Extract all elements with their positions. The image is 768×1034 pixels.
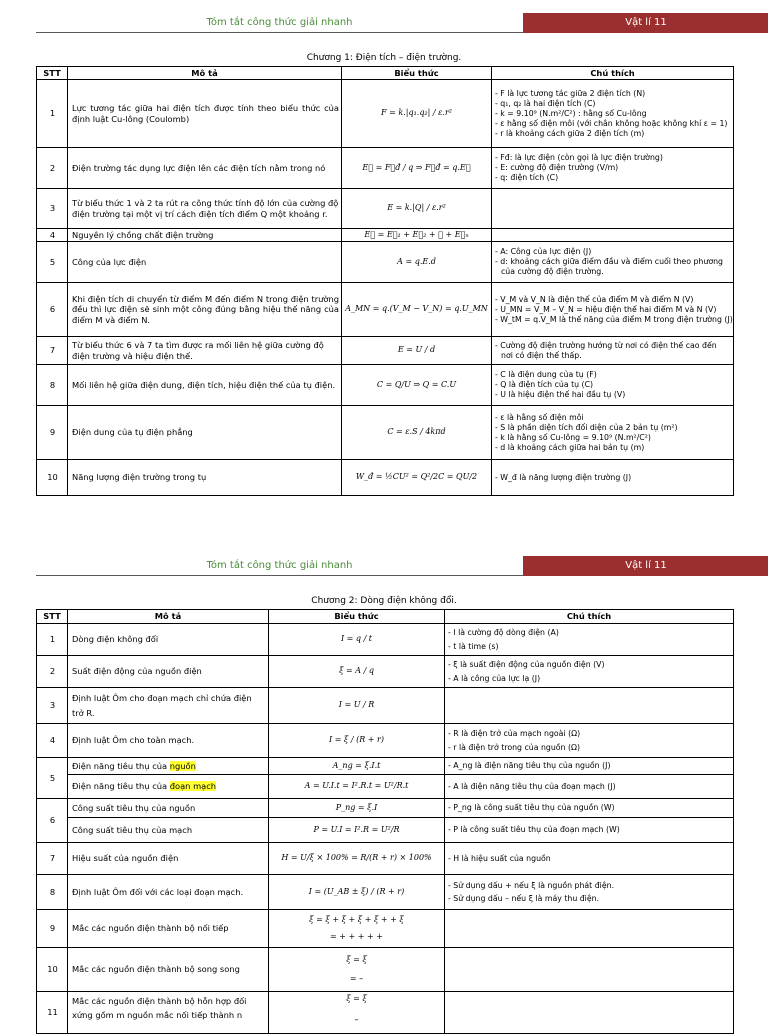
header-title: Tóm tắt công thức giải nhanh bbox=[206, 560, 353, 571]
header-rule bbox=[36, 575, 523, 576]
row-stt: 10 bbox=[37, 948, 68, 992]
table-row bbox=[37, 688, 734, 724]
row-stt: 4 bbox=[37, 229, 68, 242]
row-formula: P = U.I = I².R = U²/R bbox=[269, 818, 445, 843]
table-row bbox=[37, 283, 734, 337]
row-stt: 1 bbox=[37, 624, 68, 656]
row-desc: Công suất tiêu thụ của nguồn bbox=[68, 799, 269, 818]
row-desc: Công suất tiêu thụ của mạch bbox=[68, 818, 269, 843]
table-row bbox=[37, 189, 734, 229]
row-desc: Từ biểu thức 6 và 7 ta tìm được ra mối liên hệ giữa cường độ điện trường và hiệu điện thế. bbox=[68, 337, 342, 365]
row-formula: C = ε.S / 4kπd bbox=[342, 406, 492, 460]
table-row bbox=[37, 460, 734, 496]
row-notes: - P_ng là công suất tiêu thụ của nguồn (W) bbox=[445, 799, 734, 818]
row-formula: E⃗ = F⃗đ / q ⇒ F⃗đ = q.E⃗ bbox=[342, 148, 492, 189]
row-formula: A = q.E.d bbox=[342, 242, 492, 283]
row-notes bbox=[445, 948, 734, 992]
row-desc: Từ biểu thức 1 và 2 ta rút ra công thức tính độ lớn của cường độ điện trường tại một vị trí cách điện tích điểm Q một khoảng r. bbox=[68, 189, 342, 229]
row-stt: 7 bbox=[37, 337, 68, 365]
table-row bbox=[37, 624, 734, 656]
row-formula: C = Q/U ⇒ Q = C.U bbox=[342, 365, 492, 406]
highlight: nguồn bbox=[169, 760, 196, 771]
highlight: đoạn mạch bbox=[169, 781, 217, 792]
row-formula: E⃗ = E⃗₁ + E⃗₂ + ⋯ + E⃗ₙ bbox=[342, 229, 492, 242]
row-desc: Khi điện tích di chuyển từ điểm M đến điểm N trong điện trường đều thì lực điện sẽ sinh một công đúng bằng hiệu thế năng của điểm M và điểm N. bbox=[68, 283, 342, 337]
row-formula: F = k.|q₁.q₂| / ε.r² bbox=[342, 80, 492, 148]
row-desc: Mắc các nguồn điện thành bộ hỗn hợp đối xứng gồm m nguồn mắc nối tiếp thành n bbox=[68, 992, 269, 1034]
row-desc: Năng lượng điện trường trong tụ bbox=[68, 460, 342, 496]
row-stt: 6 bbox=[37, 799, 68, 843]
row-formula: ξ = ξ = – bbox=[269, 948, 445, 992]
row-desc: Định luật Ôm đối với các loại đoạn mạch. bbox=[68, 875, 269, 910]
row-stt: 5 bbox=[37, 242, 68, 283]
row-desc: Điện năng tiêu thụ của đoạn mạch bbox=[68, 775, 269, 799]
row-notes: - Cường độ điện trường hướng từ nơi có điện thế cao đến nơi có điện thế thấp. bbox=[492, 337, 734, 365]
table-row bbox=[37, 337, 734, 365]
table-row bbox=[37, 875, 734, 910]
row-formula: W_đ = ½CU² = Q²/2C = QU/2 bbox=[342, 460, 492, 496]
row-stt: 9 bbox=[37, 910, 68, 948]
row-desc: Hiệu suất của nguồn điện bbox=[68, 843, 269, 875]
table-row bbox=[37, 656, 734, 688]
header-subject-badge: Vật lí 11 bbox=[523, 13, 768, 33]
chapter1-table bbox=[36, 66, 734, 496]
row-notes bbox=[445, 992, 734, 1034]
row-desc: Dòng điện không đổi bbox=[68, 624, 269, 656]
row-notes: - W_đ là năng lượng điện trường (J) bbox=[492, 460, 734, 496]
row-formula: I = (U_AB ± ξ) / (R + r) bbox=[269, 875, 445, 910]
row-formula: E = U / d bbox=[342, 337, 492, 365]
row-notes: - Sử dụng dấu + nếu ξ là nguồn phát điện. - Sử dụng dấu – nếu ξ là máy thu điện. bbox=[445, 875, 734, 910]
header-desc: Mô tả bbox=[68, 67, 342, 80]
row-stt: 3 bbox=[37, 688, 68, 724]
row-desc: Lực tương tác giữa hai điện tích được tính theo biểu thức của định luật Cu-lông (Coulomb) bbox=[68, 80, 342, 148]
row-desc: Nguyên lý chồng chất điện trường bbox=[68, 229, 342, 242]
row-formula: ξ = A / q bbox=[269, 656, 445, 688]
header-subject-badge: Vật lí 11 bbox=[523, 556, 768, 576]
row-stt: 3 bbox=[37, 189, 68, 229]
row-notes: - P là công suất tiêu thụ của đoạn mạch (W) bbox=[445, 818, 734, 843]
row-desc: Điện năng tiêu thụ của nguồn bbox=[68, 758, 269, 775]
header-stt: STT bbox=[37, 610, 68, 624]
row-notes bbox=[445, 688, 734, 724]
table-row bbox=[37, 80, 734, 148]
row-notes: - ξ là suất điện động của nguồn điện (V) - A là công của lực lạ (J) bbox=[445, 656, 734, 688]
row-notes: - F là lực tương tác giữa 2 điện tích (N) - q₁, q₂ là hai điện tích (C) - k = 9.10⁹ (N.m²/C²) : hằng số Cu-lông - ε hằng số điện môi (với chân không hoặc không khí ε = 1) - r là khoảng cách giữa 2 điện tích (m) bbox=[492, 80, 734, 148]
row-desc: Mắc các nguồn điện thành bộ song song bbox=[68, 948, 269, 992]
row-formula: A_MN = q.(V_M − V_N) = q.U_MN bbox=[342, 283, 492, 337]
table-header-row bbox=[37, 67, 734, 80]
row-stt: 5 bbox=[37, 758, 68, 799]
row-desc: Mắc các nguồn điện thành bộ nối tiếp bbox=[68, 910, 269, 948]
chapter2-title: Chương 2: Dòng điện không đổi. bbox=[311, 596, 457, 606]
row-stt: 2 bbox=[37, 148, 68, 189]
row-stt: 2 bbox=[37, 656, 68, 688]
row-notes: - I là cường độ dòng điện (A) - t là time (s) bbox=[445, 624, 734, 656]
header-formula: Biểu thức bbox=[342, 67, 492, 80]
header-rule bbox=[36, 32, 523, 33]
table-row bbox=[37, 992, 734, 1034]
table-row bbox=[37, 948, 734, 992]
row-desc: Điện dung của tụ điện phẳng bbox=[68, 406, 342, 460]
row-formula: ξ = ξ – bbox=[269, 992, 445, 1034]
table-row bbox=[37, 775, 734, 799]
row-stt: 10 bbox=[37, 460, 68, 496]
row-formula: I = U / R bbox=[269, 688, 445, 724]
row-notes: - A là điện năng tiêu thụ của đoạn mạch (J) bbox=[445, 775, 734, 799]
header-notes: Chú thích bbox=[445, 610, 734, 624]
row-notes bbox=[445, 910, 734, 948]
row-formula: P_ng = ξ.I bbox=[269, 799, 445, 818]
table-row bbox=[37, 758, 734, 775]
header-desc: Mô tả bbox=[68, 610, 269, 624]
table-header-row bbox=[37, 610, 734, 624]
row-formula: I = ξ / (R + r) bbox=[269, 724, 445, 758]
row-stt: 4 bbox=[37, 724, 68, 758]
row-desc: Định luật Ôm cho toàn mạch. bbox=[68, 724, 269, 758]
row-notes bbox=[492, 229, 734, 242]
row-desc: Mối liên hệ giữa điện dung, điện tích, hiệu điện thế của tụ điện. bbox=[68, 365, 342, 406]
table-row bbox=[37, 724, 734, 758]
row-stt: 1 bbox=[37, 80, 68, 148]
row-notes: - A: Công của lực điện (J) - d: khoảng cách giữa điểm đầu và điểm cuối theo phương của cường độ điện trường. bbox=[492, 242, 734, 283]
row-desc: Điện trường tác dụng lực điện lên các điện tích nằm trong nó bbox=[68, 148, 342, 189]
row-formula: ξ = ξ + ξ + ξ + ξ + + ξ = + + + + + bbox=[269, 910, 445, 948]
chapter1-title: Chương 1: Điện tích – điện trường. bbox=[306, 53, 462, 63]
row-formula: H = U/ξ × 100% = R/(R + r) × 100% bbox=[269, 843, 445, 875]
header-stt: STT bbox=[37, 67, 68, 80]
table-row bbox=[37, 843, 734, 875]
row-desc: Suất điện động của nguồn điện bbox=[68, 656, 269, 688]
page-header bbox=[36, 556, 732, 576]
table-row bbox=[37, 242, 734, 283]
table-row bbox=[37, 910, 734, 948]
row-notes: - A_ng là điện năng tiêu thụ của nguồn (J) bbox=[445, 758, 734, 775]
row-notes: - C là điện dung của tụ (F) - Q là điện tích của tụ (C) - U là hiệu điện thế hai đầu tụ (V) bbox=[492, 365, 734, 406]
page-header bbox=[36, 13, 732, 33]
row-stt: 6 bbox=[37, 283, 68, 337]
row-stt: 7 bbox=[37, 843, 68, 875]
row-notes bbox=[492, 189, 734, 229]
row-stt: 8 bbox=[37, 365, 68, 406]
table-row bbox=[37, 799, 734, 818]
row-notes: - ε là hằng số điện môi - S là phần diện tích đối diện của 2 bản tụ (m²) - k là hằng số Cu-lông = 9.10⁹ (N.m²/C²) - d là khoảng cách giữa hai bản tụ (m) bbox=[492, 406, 734, 460]
row-notes: - R là điện trở của mạch ngoài (Ω) - r là điện trở trong của nguồn (Ω) bbox=[445, 724, 734, 758]
row-formula: I = q / t bbox=[269, 624, 445, 656]
table-row bbox=[37, 229, 734, 242]
table-row bbox=[37, 818, 734, 843]
row-notes: - Fđ: là lực điện (còn gọi là lực điện trường) - E: cường độ điện trường (V/m) - q: điện tích (C) bbox=[492, 148, 734, 189]
table-row bbox=[37, 365, 734, 406]
row-stt: 8 bbox=[37, 875, 68, 910]
table-row bbox=[37, 406, 734, 460]
chapter2-table bbox=[36, 609, 734, 1034]
header-notes: Chú thích bbox=[492, 67, 734, 80]
header-title: Tóm tắt công thức giải nhanh bbox=[206, 17, 353, 28]
table-row bbox=[37, 148, 734, 189]
row-notes: - V_M và V_N là điện thế của điểm M và điểm N (V) - U_MN = V_M – V_N = hiệu điện thế hai điểm M và N (V) - W_tM = q.V_M là thế năng của điểm M trong điện trường (J) bbox=[492, 283, 734, 337]
row-stt: 9 bbox=[37, 406, 68, 460]
row-desc: Công của lực điện bbox=[68, 242, 342, 283]
row-formula: E = k.|Q| / ε.r² bbox=[342, 189, 492, 229]
row-formula: A_ng = ξ.I.t bbox=[269, 758, 445, 775]
row-desc: Định luật Ôm cho đoạn mạch chỉ chứa điện trở R. bbox=[68, 688, 269, 724]
row-notes: - H là hiệu suất của nguồn bbox=[445, 843, 734, 875]
row-stt: 11 bbox=[37, 992, 68, 1034]
row-formula: A = U.I.t = I².R.t = U²/R.t bbox=[269, 775, 445, 799]
header-formula: Biểu thức bbox=[269, 610, 445, 624]
